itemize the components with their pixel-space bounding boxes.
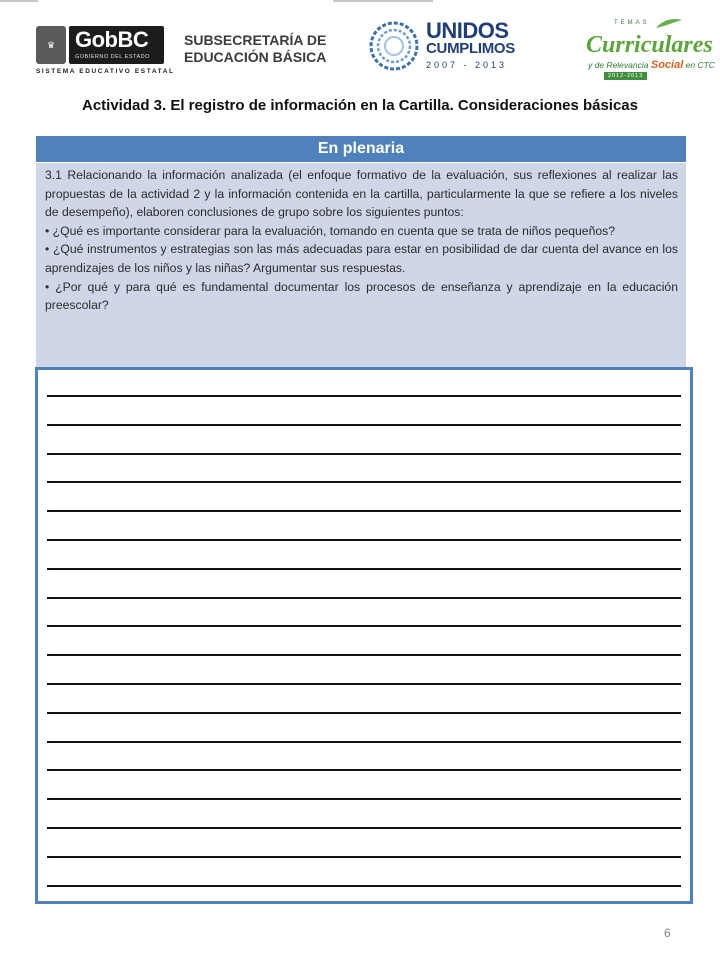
unidos-label: UNIDOS: [426, 18, 509, 43]
plenaria-heading: En plenaria: [36, 136, 686, 162]
writing-line: [47, 798, 681, 800]
leaf-icon: [654, 18, 684, 30]
writing-line: [47, 625, 681, 627]
temas-label: TEMAS: [614, 20, 650, 26]
gobbc-badge: [69, 26, 164, 64]
gobbc-tagline: GOBIERNO DEL ESTADO: [75, 54, 150, 60]
writing-line: [47, 597, 681, 599]
writing-line: [47, 856, 681, 858]
writing-line: [47, 395, 681, 397]
writing-line: [47, 453, 681, 455]
writing-line: [47, 885, 681, 887]
gobbc-brand: GobBC: [75, 27, 149, 52]
answer-lines-area[interactable]: [35, 367, 693, 904]
curriculares-years: 2012-2013: [604, 72, 647, 80]
writing-line: [47, 683, 681, 685]
sistema-educativo-label: SISTEMA EDUCATIVO ESTATAL: [36, 68, 175, 75]
top-rule: [333, 0, 433, 2]
gobbc-logo: [36, 26, 175, 76]
subsecretaria-line2: EDUCACIÓN BÁSICA: [184, 49, 327, 65]
writing-line: [47, 654, 681, 656]
writing-line: [47, 510, 681, 512]
subsecretaria-line1: SUBSECRETARÍA DE: [184, 32, 327, 48]
subsecretaria-logo: [184, 32, 326, 66]
writing-line: [47, 712, 681, 714]
writing-line: [47, 424, 681, 426]
relevancia-label: [588, 59, 715, 71]
globe-ring-icon: [368, 20, 420, 72]
top-rule: [0, 0, 38, 2]
writing-line: [47, 827, 681, 829]
relevancia-prefix: y de Relevancia: [588, 60, 649, 70]
writing-line: [47, 769, 681, 771]
temas-curriculares-logo: [584, 18, 714, 84]
writing-line: [47, 568, 681, 570]
question-item: • ¿Por qué y para qué es fundamental documentar los procesos de enseñanza y aprendizaje en la educación preescolar?: [45, 278, 678, 315]
curriculares-label: Curriculares: [586, 32, 713, 58]
cumplimos-label: CUMPLIMOS: [426, 40, 515, 57]
plenaria-intro: 3.1 Relacionando la información analizada (el enfoque formativo de la evaluación, sus reflexiones al realizar las propuestas de la actividad 2 y la información contenida en la cartilla, particularmente la que se refiere a los niveles de desempeño), elaboren conclusiones de grupo sobre los siguientes puntos:: [45, 168, 678, 220]
page-number: 6: [664, 926, 671, 940]
writing-line: [47, 539, 681, 541]
relevancia-social: Social: [650, 59, 684, 71]
unidos-years: 2007 - 2013: [426, 60, 508, 70]
question-item: • ¿Qué instrumentos y estrategias son las más adecuadas para estar en posibilidad de dar cuenta del avance en los aprendizajes de los niños y las niñas? Argumentar sus respuestas.: [45, 240, 678, 277]
plenaria-instructions: [36, 163, 686, 367]
writing-line: [47, 741, 681, 743]
page-title: Actividad 3. El registro de información en la Cartilla. Consideraciones básicas: [81, 97, 638, 114]
state-crest-icon: ♛: [36, 26, 66, 64]
question-item: • ¿Qué es importante considerar para la evaluación, tomando en cuenta que se trata de niños pequeños?: [45, 222, 678, 241]
header-logos: [0, 14, 720, 84]
relevancia-suffix: en CTC: [685, 60, 715, 70]
writing-line: [47, 481, 681, 483]
unidos-cumplimos-logo: [368, 18, 518, 84]
